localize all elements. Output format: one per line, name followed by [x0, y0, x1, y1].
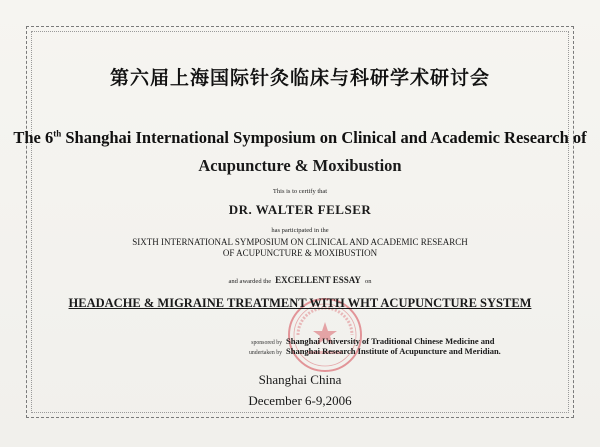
awarded-suffix: on [364, 278, 372, 285]
sponsor-block [213, 335, 513, 355]
city: Shanghai China [258, 372, 342, 387]
english-title-line-2: Acupuncture & Moxibustion [198, 156, 402, 175]
recipient-name: DR. WALTER FELSER [228, 202, 372, 217]
undertaker-row [213, 345, 513, 355]
participated-text: has participated in the [271, 227, 329, 234]
english-title-line-1 [0, 128, 600, 148]
award-name: EXCELLENT ESSAY [275, 275, 361, 285]
event-date: December 6-9,2006 [248, 393, 352, 408]
certify-text: This is to certify that [272, 188, 328, 195]
sponsor-row [213, 335, 513, 345]
english-title-rest: Shanghai International Symposium on Clinical and Academic Research of [61, 128, 587, 147]
english-title-ordinal: th [53, 128, 62, 139]
award-line [0, 275, 600, 285]
awarded-prefix: and awarded the [228, 278, 272, 285]
undertaken-by-label: undertaken by [249, 350, 282, 356]
event-name-line-1: SIXTH INTERNATIONAL SYMPOSIUM ON CLINICAL AND ACADEMIC RESEARCH [132, 237, 468, 247]
english-title-prefix: The 6 [13, 128, 54, 147]
sponsor-name: Shanghai University of Traditional Chinese Medicine and [286, 336, 495, 346]
event-name-line-2: OF ACUPUNCTURE & MOXIBUSTION [222, 248, 378, 258]
essay-title: HEADACHE & MIGRAINE TREATMENT WITH WHT ACUPUNCTURE SYSTEM [68, 296, 532, 310]
undertaker-name: Shanghai Research Institute of Acupuncture and Meridian. [286, 346, 501, 356]
chinese-title: 第六届上海国际针灸临床与科研学术研讨会 [109, 67, 490, 89]
sponsored-by-label: sponsored by [251, 340, 282, 346]
